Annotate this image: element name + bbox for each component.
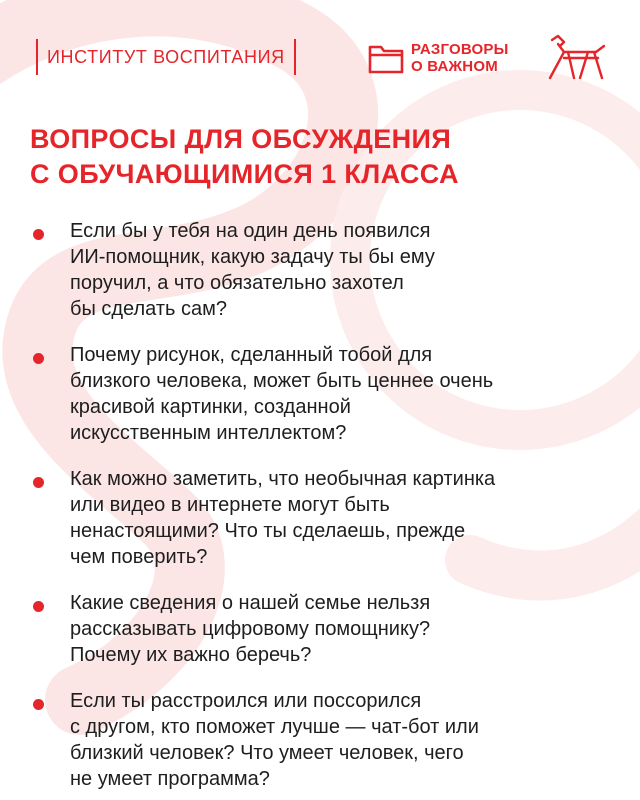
list-item	[0, 590, 640, 668]
institute-name: ИНСТИТУТ ВОСПИТАНИЯ	[47, 46, 285, 67]
page-title	[30, 122, 459, 192]
list-item	[0, 688, 640, 792]
question-text: Если ты расстроился или поссорился с другом, кто поможет лучше — чат-бот или близкий человек? Что умеет человек, чего не умеет программа?	[70, 690, 479, 790]
project-logo-text: РАЗГОВОРЫ О ВАЖНОМ	[411, 41, 509, 75]
header	[0, 0, 640, 110]
folder-logo-icon	[368, 42, 404, 74]
horse-logo-icon	[544, 32, 606, 82]
bullet-dot	[33, 699, 44, 710]
bullet-dot	[33, 601, 44, 612]
institute-logo	[36, 39, 296, 75]
bullet-dot	[33, 477, 44, 488]
bullet-dot	[33, 229, 44, 240]
bullet-dot	[33, 353, 44, 364]
list-item	[0, 342, 640, 446]
question-text: Какие сведения о нашей семье нельзя рассказывать цифровому помощнику? Почему их важно беречь?	[70, 592, 431, 666]
list-item	[0, 218, 640, 322]
list-item	[0, 466, 640, 570]
question-text: Если бы у тебя на один день появился ИИ-помощник, какую задачу ты бы ему поручил, а что обязательно захотел бы сделать сам?	[70, 220, 435, 320]
question-list	[0, 218, 640, 800]
project-logo	[368, 40, 518, 80]
question-text: Как можно заметить, что необычная картинка или видео в интернете могут быть ненастоящими? Что ты сделаешь, прежде чем поверить?	[70, 468, 496, 568]
page-title-text: ВОПРОСЫ ДЛЯ ОБСУЖДЕНИЯ С ОБУЧАЮЩИМИСЯ 1 КЛАССА	[30, 124, 459, 189]
question-text: Почему рисунок, сделанный тобой для близкого человека, может быть ценнее очень красивой картинки, созданной искусственным интеллектом?	[70, 344, 494, 444]
